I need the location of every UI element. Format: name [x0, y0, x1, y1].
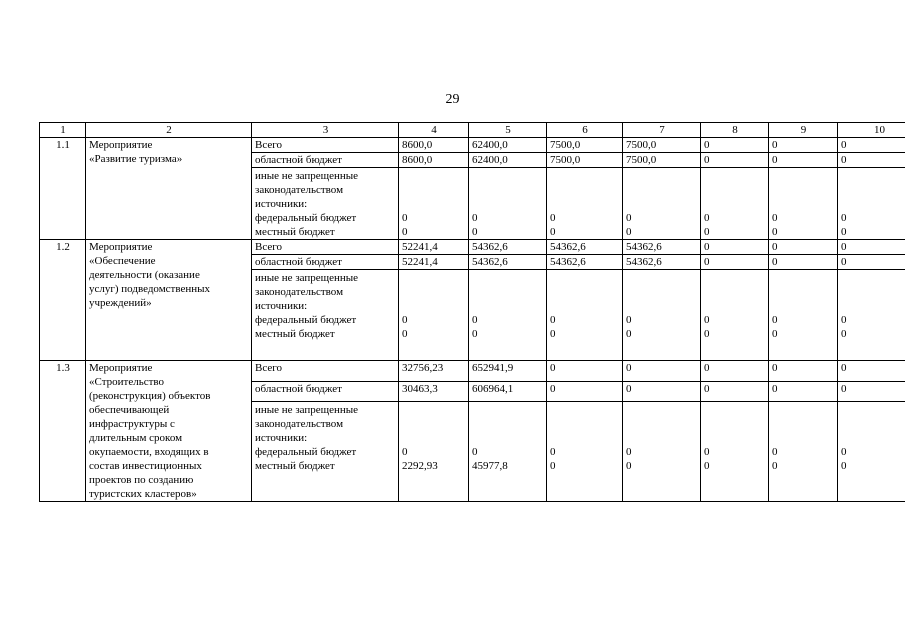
label-total: Всего [252, 361, 399, 382]
value-cell: 54362,6 [469, 255, 547, 270]
value-cell [623, 270, 701, 361]
value-cell: 0 [769, 240, 838, 255]
value-cell [838, 270, 905, 361]
value-cell: 0 [838, 153, 905, 168]
label-other-sources [252, 402, 399, 502]
label-local-budget: местный бюджет [255, 460, 335, 473]
other-sources-line: источники: [255, 432, 308, 445]
local-value: 0 [772, 226, 778, 238]
value-cell: 62400,0 [469, 138, 547, 153]
federal-value: 0 [704, 446, 710, 459]
value-cell: 52241,4 [399, 240, 469, 255]
activity-title-line: окупаемости, входящих в [89, 446, 209, 458]
value-cell: 8600,0 [399, 138, 469, 153]
value-cell [469, 402, 547, 502]
federal-value: 0 [550, 446, 556, 459]
value-cell: 52241,4 [399, 255, 469, 270]
local-value: 0 [704, 226, 710, 238]
local-value: 0 [472, 226, 478, 238]
local-value: 0 [626, 460, 632, 473]
page-number: 29 [445, 92, 460, 107]
value-cell [701, 270, 769, 361]
other-sources-line: иные не запрещенные [255, 404, 359, 417]
other-sources-line: источники: [255, 300, 308, 312]
federal-value: 0 [402, 314, 408, 326]
value-cell: 0 [838, 381, 905, 402]
label-regional-budget: областной бюджет [252, 381, 399, 402]
label-other-sources [252, 270, 399, 361]
value-cell [399, 270, 469, 361]
activity-title-line: Мероприятие [89, 139, 153, 151]
federal-value: 0 [550, 212, 556, 224]
local-value: 2292,93 [402, 460, 438, 473]
value-cell: 0 [701, 138, 769, 153]
activity-title-line: «Строительство [89, 376, 165, 388]
value-cell: 0 [769, 361, 838, 382]
label-other-sources [252, 168, 399, 240]
local-value: 45977,8 [472, 460, 508, 473]
value-cell [701, 402, 769, 502]
activity-title-line: услуг) подведомственных [89, 283, 211, 295]
federal-value: 0 [772, 314, 778, 326]
value-cell: 0 [838, 361, 905, 382]
local-value: 0 [402, 328, 408, 340]
table-row [40, 361, 905, 382]
local-value: 0 [550, 328, 556, 340]
label-federal-budget: федеральный бюджет [255, 314, 357, 326]
local-value: 0 [704, 328, 710, 340]
label-local-budget: местный бюджет [255, 226, 335, 238]
column-header: 3 [252, 123, 399, 138]
column-header: 1 [40, 123, 86, 138]
value-cell: 32756,23 [399, 361, 469, 382]
activity-title-line: Мероприятие [89, 241, 153, 253]
other-sources-line: иные не запрещенные [255, 272, 359, 284]
activity-title [86, 361, 252, 502]
activity-title-line: Мероприятие [89, 362, 153, 374]
column-header: 7 [623, 123, 701, 138]
value-cell: 0 [838, 240, 905, 255]
column-header: 4 [399, 123, 469, 138]
label-federal-budget: федеральный бюджет [255, 446, 357, 459]
section-number: 1.1 [40, 138, 86, 240]
value-cell: 0 [547, 361, 623, 382]
value-cell: 0 [623, 381, 701, 402]
activity-title-line: длительным сроком [89, 432, 183, 444]
activity-title-line: «Развитие туризма» [89, 153, 183, 165]
federal-value: 0 [472, 212, 478, 224]
value-cell: 0 [838, 255, 905, 270]
value-cell [769, 168, 838, 240]
federal-value: 0 [704, 314, 710, 326]
label-total: Всего [252, 138, 399, 153]
label-total: Всего [252, 240, 399, 255]
value-cell: 606964,1 [469, 381, 547, 402]
label-local-budget: местный бюджет [255, 328, 335, 340]
header-row [40, 123, 905, 138]
table-row [40, 138, 905, 153]
federal-value: 0 [626, 212, 632, 224]
value-cell [769, 270, 838, 361]
other-sources-line: законодательством [255, 286, 344, 298]
value-cell [623, 402, 701, 502]
local-value: 0 [626, 328, 632, 340]
local-value: 0 [841, 460, 847, 473]
value-cell: 0 [769, 381, 838, 402]
federal-value: 0 [402, 212, 408, 224]
local-value: 0 [472, 328, 478, 340]
section-number: 1.2 [40, 240, 86, 361]
activity-title-line: проектов по созданию [89, 474, 194, 486]
value-cell [399, 402, 469, 502]
federal-value: 0 [472, 446, 478, 459]
activity-title-line: учреждений» [89, 297, 152, 309]
value-cell: 0 [769, 153, 838, 168]
other-sources-line: иные не запрещенные [255, 170, 359, 182]
value-cell [469, 270, 547, 361]
federal-value: 0 [472, 314, 478, 326]
value-cell: 54362,6 [547, 255, 623, 270]
value-cell: 54362,6 [623, 240, 701, 255]
federal-value: 0 [626, 314, 632, 326]
value-cell [701, 168, 769, 240]
federal-value: 0 [550, 314, 556, 326]
local-value: 0 [550, 460, 556, 473]
federal-value: 0 [626, 446, 632, 459]
local-value: 0 [841, 328, 847, 340]
column-header: 6 [547, 123, 623, 138]
column-header: 9 [769, 123, 838, 138]
local-value: 0 [402, 226, 408, 238]
value-cell [399, 168, 469, 240]
value-cell: 54362,6 [469, 240, 547, 255]
value-cell [547, 270, 623, 361]
value-cell: 7500,0 [623, 138, 701, 153]
table-row [40, 240, 905, 255]
other-sources-line: законодательством [255, 418, 344, 431]
value-cell: 30463,3 [399, 381, 469, 402]
value-cell: 0 [701, 240, 769, 255]
value-cell [547, 168, 623, 240]
section-number: 1.3 [40, 361, 86, 502]
value-cell: 54362,6 [623, 255, 701, 270]
value-cell: 0 [701, 255, 769, 270]
other-sources-line: источники: [255, 198, 308, 210]
local-value: 0 [626, 226, 632, 238]
budget-table [39, 122, 905, 502]
value-cell: 0 [701, 153, 769, 168]
label-regional-budget: областной бюджет [252, 255, 399, 270]
local-value: 0 [550, 226, 556, 238]
column-header: 8 [701, 123, 769, 138]
label-regional-budget: областной бюджет [252, 153, 399, 168]
value-cell: 652941,9 [469, 361, 547, 382]
value-cell [547, 402, 623, 502]
value-cell: 7500,0 [547, 153, 623, 168]
value-cell: 0 [838, 138, 905, 153]
value-cell: 8600,0 [399, 153, 469, 168]
value-cell: 0 [547, 381, 623, 402]
value-cell [769, 402, 838, 502]
value-cell: 54362,6 [547, 240, 623, 255]
activity-title-line: «Обеспечение [89, 255, 156, 267]
value-cell [838, 168, 905, 240]
column-header: 10 [838, 123, 905, 138]
label-federal-budget: федеральный бюджет [255, 212, 357, 224]
value-cell: 0 [701, 361, 769, 382]
federal-value: 0 [841, 212, 847, 224]
activity-title [86, 138, 252, 240]
activity-title-line: инфраструктуры с [89, 418, 175, 430]
other-sources-line: законодательством [255, 184, 344, 196]
value-cell: 0 [769, 138, 838, 153]
activity-title [86, 240, 252, 361]
federal-value: 0 [772, 212, 778, 224]
federal-value: 0 [841, 314, 847, 326]
activity-title-line: деятельности (оказание [89, 269, 200, 281]
value-cell [469, 168, 547, 240]
value-cell: 7500,0 [623, 153, 701, 168]
activity-title-line: обеспечивающей [89, 404, 170, 416]
activity-title-line: (реконструкция) объектов [89, 390, 211, 402]
local-value: 0 [841, 226, 847, 238]
column-header: 2 [86, 123, 252, 138]
local-value: 0 [772, 460, 778, 473]
value-cell: 62400,0 [469, 153, 547, 168]
value-cell: 0 [769, 255, 838, 270]
column-header: 5 [469, 123, 547, 138]
value-cell: 0 [701, 381, 769, 402]
value-cell: 7500,0 [547, 138, 623, 153]
local-value: 0 [704, 460, 710, 473]
federal-value: 0 [841, 446, 847, 459]
federal-value: 0 [402, 446, 408, 459]
value-cell [838, 402, 905, 502]
activity-title-line: состав инвестиционных [89, 460, 202, 472]
value-cell [623, 168, 701, 240]
activity-title-line: туристских кластеров» [89, 488, 197, 500]
federal-value: 0 [772, 446, 778, 459]
value-cell: 0 [623, 361, 701, 382]
local-value: 0 [772, 328, 778, 340]
federal-value: 0 [704, 212, 710, 224]
